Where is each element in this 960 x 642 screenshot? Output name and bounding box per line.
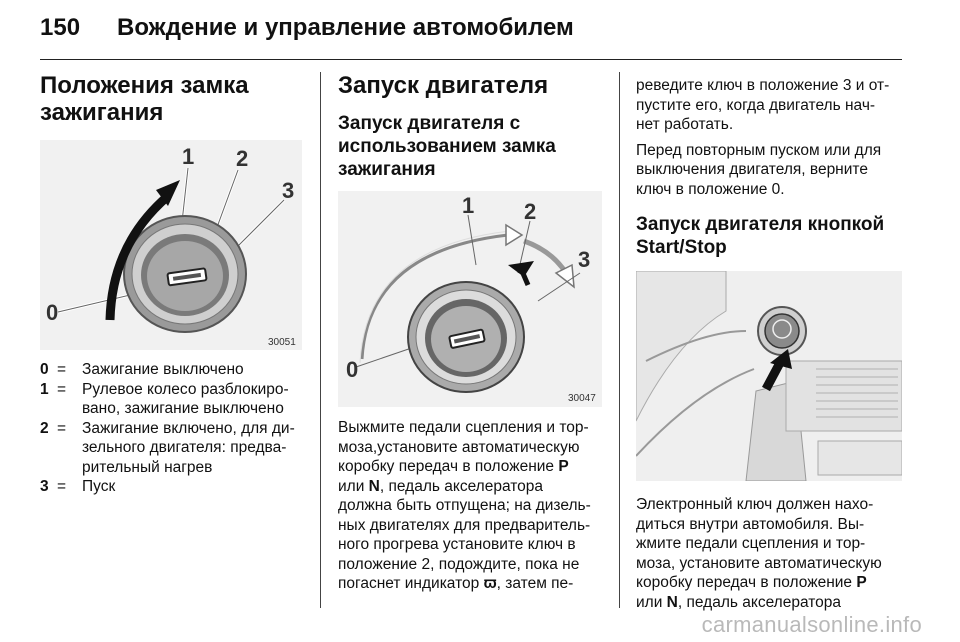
subsection-heading: Запуск двигателя кнопкой Start/Stop — [636, 214, 885, 258]
watermark: carmanualsonline.info — [701, 612, 922, 637]
paragraph: Электронный ключ должен нахо- диться внутри автомобиля. Вы- жмите педали сцепления и тор- моза, установите автоматическую коробку передач в положение P или N, педаль акселератора — [636, 496, 882, 611]
glow-plug-indicator-icon: ϖ — [483, 575, 497, 592]
callout-1: 1 — [462, 193, 475, 218]
figure-number: 30051 — [268, 337, 296, 348]
callout-0: 0 — [46, 300, 59, 325]
header-divider — [40, 59, 902, 60]
paragraph: Перед повторным пуском или для выключения двигателя, верните ключ в положение 0. — [636, 141, 882, 198]
legend-item: 0 = Зажигание выключено — [40, 361, 244, 378]
callout-1: 1 — [182, 144, 195, 169]
callout-2: 2 — [524, 199, 537, 224]
key-start-illustration — [338, 191, 602, 407]
section-heading: Положения замка зажигания — [40, 72, 249, 126]
page-header — [0, 0, 960, 64]
legend-item: 1 = Рулевое колесо разблокиро- вано, зажигание выключено — [40, 380, 289, 417]
callout-3: 3 — [578, 247, 591, 272]
callout-2: 2 — [236, 146, 249, 171]
figure-number: 30047 — [568, 393, 596, 404]
subsection-heading: Запуск двигателя с использованием замка зажигания — [338, 113, 556, 180]
callout-0: 0 — [346, 357, 359, 382]
column-ignition-positions — [40, 72, 308, 497]
callout-3: 3 — [282, 178, 295, 203]
start-stop-button-figure — [636, 271, 902, 481]
ignition-lock-figure — [40, 140, 302, 350]
section-heading: Запуск двигателя — [338, 72, 549, 99]
legend-list — [40, 360, 308, 497]
paragraph: реведите ключ в положение 3 и от- пустите его, когда двигатель нач- нет работать. — [636, 77, 890, 133]
key-start-figure — [338, 191, 602, 407]
start-stop-illustration — [636, 271, 902, 481]
column-engine-start — [338, 72, 608, 594]
column-divider — [619, 72, 620, 608]
column-divider — [320, 72, 321, 608]
column-start-stop — [636, 76, 902, 612]
paragraph: Выжмите педали сцепления и тор- моза,установите автоматическую коробку передач в положение P или N, педаль акселератора должна быть отпущена; на дизель- ных двигателях для предваритель- ного прогрева установите ключ в положение 2, подождите, пока не погаснет индикатор ϖ, затем пе- — [338, 419, 591, 592]
page-title: Вождение и управление автомобилем — [117, 14, 574, 41]
page-number: 150 — [40, 14, 81, 41]
legend-item: 3 = Пуск — [40, 478, 116, 495]
legend-item: 2 = Зажигание включено, для ди- зельного двигателя: предва- рительный нагрев — [40, 419, 295, 476]
ignition-lock-illustration — [40, 140, 302, 350]
